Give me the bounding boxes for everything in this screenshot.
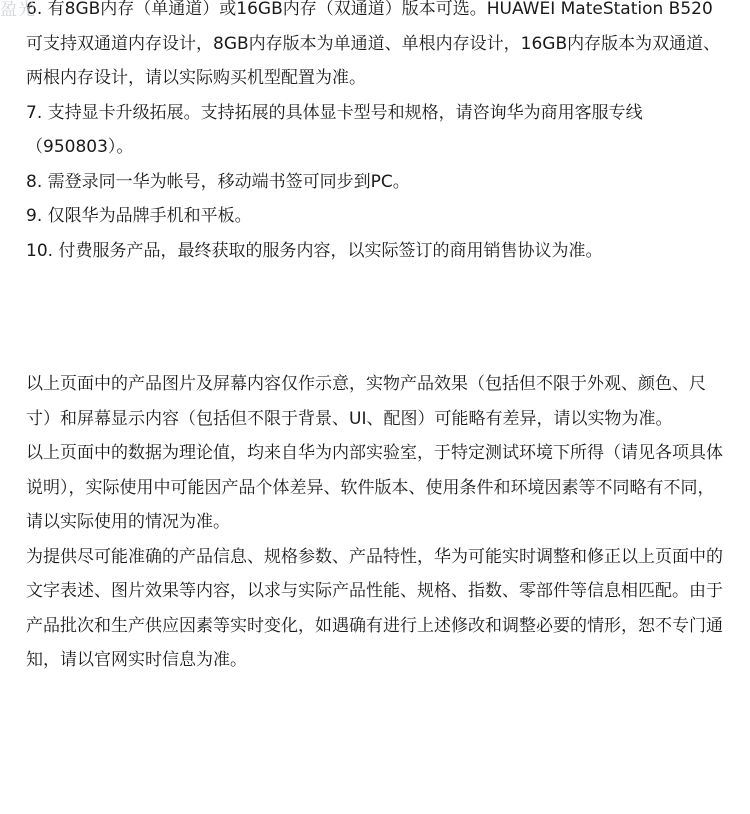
footnote-8: 8. 需登录同一华为帐号，移动端书签可同步到PC。 <box>26 171 410 192</box>
disclaimer-updates: 为提供尽可能准确的产品信息、规格参数、产品特性，华为可能实时调整和修正以上页面中的文字表述、图片效果等内容，以求与实际产品性能、规格、指数、零部件等信息相匹配。由于产品批次和生产供应因素等实时变化，如遇确有进行上述修改和调整必要的情形，恕不专门通知，请以官网实时信息为准。 <box>26 546 723 670</box>
footnotes-list <box>26 0 726 268</box>
footnote-10: 10. 付费服务产品，最终获取的服务内容，以实际签订的商用销售协议为准。 <box>26 240 603 261</box>
footnote-7: 7. 支持显卡升级拓展。支持拓展的具体显卡型号和规格，请咨询华为商用客服专线（950803）。 <box>26 102 643 157</box>
watermark: 盈光 <box>0 0 36 20</box>
disclaimer-data: 以上页面中的数据为理论值，均来自华为内部实验室，于特定测试环境下所得（请见各项具体说明），实际使用中可能因产品个体差异、软件版本、使用条件和环境因素等不同略有不同，请以实际使用的情况为准。 <box>26 443 723 532</box>
footnote-9: 9. 仅限华为品牌手机和平板。 <box>26 206 252 226</box>
footnote-6: 6. 有8GB内存（单通道）或16GB内存（双通道）版本可选。HUAWEI MateStation B520可支持双通道内存设计，8GB内存版本为单通道、单根内存设计，16GB内存版本为双通道、两根内存设计，请以实际购买机型配置为准。 <box>26 0 721 88</box>
disclaimer-images: 以上页面中的产品图片及屏幕内容仅作示意，实物产品效果（包括但不限于外观、颜色、尺寸）和屏幕显示内容（包括但不限于背景、UI、配图）可能略有差异，请以实物为准。 <box>26 374 706 429</box>
disclaimer-section <box>26 367 726 678</box>
